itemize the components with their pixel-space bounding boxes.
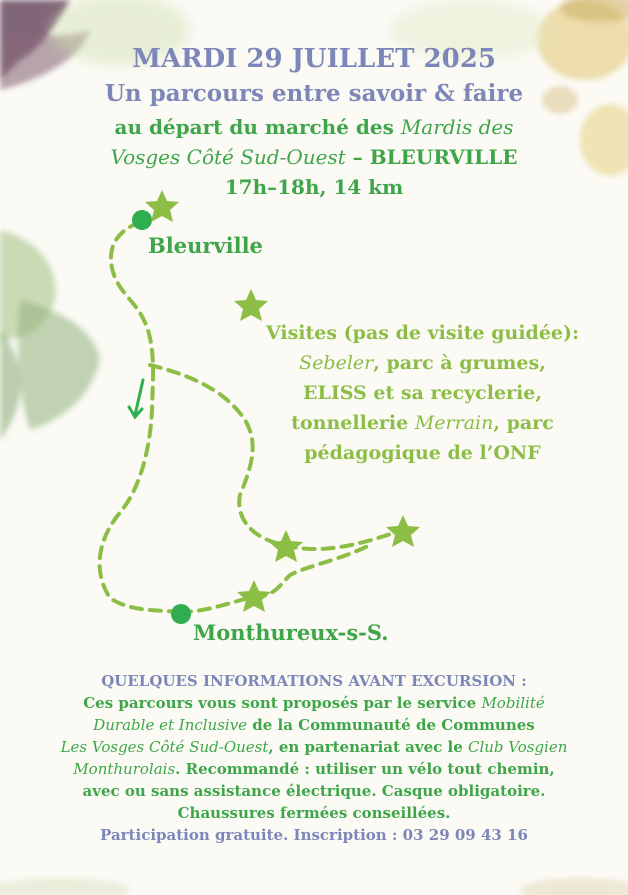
info-line-2: [30, 714, 598, 736]
route-path-south: [180, 545, 370, 612]
end-point-marker: [171, 604, 191, 624]
event-date: MARDI 29 JUILLET 2025: [132, 44, 496, 74]
star-icon: [234, 289, 268, 321]
info-body: [30, 692, 598, 824]
info-line-6: Chaussures fermées conseillées.: [177, 804, 451, 822]
route-path-main: [100, 222, 180, 612]
departure-prefix: au départ du marché des: [114, 115, 394, 139]
market-name-part2: Vosges Côté Sud-Ouest: [110, 145, 346, 169]
direction-arrow-icon: [129, 380, 143, 417]
info-italic: Durable et Inclusive: [93, 716, 248, 734]
star-icon: [269, 530, 303, 562]
visit-line-3-prefix: tonnellerie: [291, 412, 415, 434]
event-tagline: Un parcours entre savoir & faire: [104, 80, 524, 107]
visits-heading: Visites (pas de visite guidée):: [265, 322, 580, 344]
market-name-part1: Mardis des: [400, 115, 514, 139]
visit-line-1-rest: , parc à grumes,: [373, 352, 546, 374]
visit-sebeler: Sebeler: [299, 352, 374, 374]
info-text: Ces parcours vous sont proposés par le service: [83, 694, 482, 712]
visits-block: [250, 318, 595, 468]
info-line-3: [30, 736, 598, 758]
registration-info: Participation gratuite. Inscription : 03 29 09 43 16: [100, 826, 528, 844]
end-city-label: Monthureux-s-S.: [193, 620, 389, 645]
info-text: de la Communauté de Communes: [247, 716, 535, 734]
start-city-label: Bleurville: [148, 233, 263, 258]
info-line-4: [30, 758, 598, 780]
visit-line-3: [250, 408, 595, 438]
visit-line-2: ELISS et sa recyclerie,: [303, 382, 542, 404]
visit-merrain: Merrain: [414, 412, 494, 434]
star-icon: [386, 515, 420, 547]
departure-suffix: – BLEURVILLE: [345, 145, 518, 169]
star-icon: [237, 580, 271, 612]
visit-line-4: pédagogique de l’ONF: [304, 442, 541, 464]
event-schedule: 17h–18h, 14 km: [224, 175, 404, 199]
route-path-east: [285, 530, 402, 549]
info-italic: Monthurolais: [73, 760, 176, 778]
info-text: , en partenariat avec le: [268, 738, 468, 756]
info-line-1: [30, 692, 598, 714]
info-text: . Recommandé : utiliser un vélo tout chemin,: [175, 760, 555, 778]
start-point-marker: [132, 210, 152, 230]
info-italic: Les Vosges Côté Sud-Ouest: [60, 738, 269, 756]
info-block: [30, 670, 598, 846]
info-italic: Club Vosgien: [467, 738, 568, 756]
visit-line-1: [250, 348, 595, 378]
info-title: QUELQUES INFORMATIONS AVANT EXCURSION :: [101, 672, 527, 690]
visit-line-3-suffix: , parc: [493, 412, 554, 434]
info-italic: Mobilité: [481, 694, 545, 712]
info-line-5: avec ou sans assistance électrique. Casque obligatoire.: [82, 782, 546, 800]
